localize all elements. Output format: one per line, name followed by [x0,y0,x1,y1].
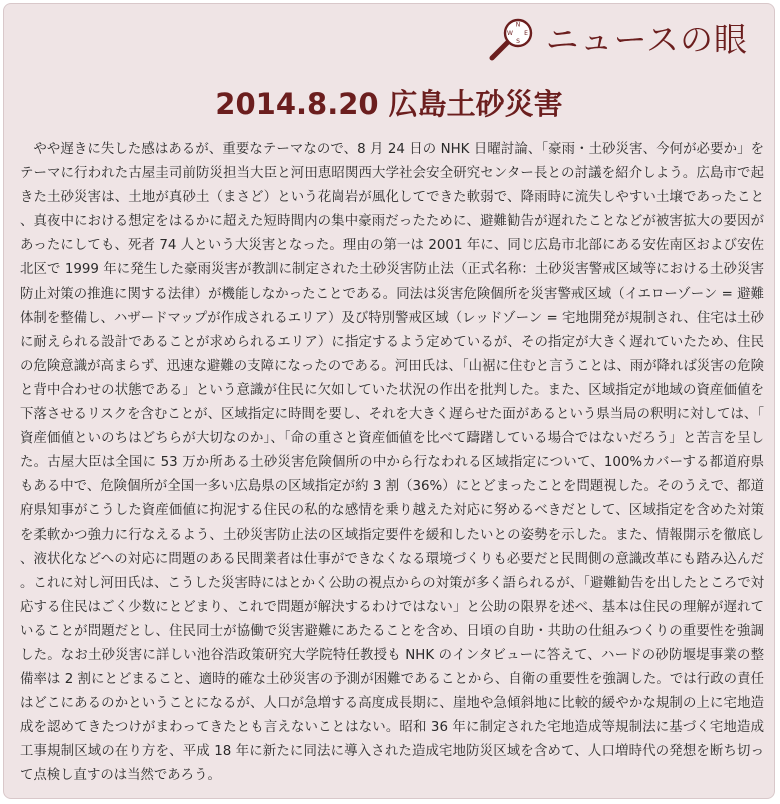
brand-header [486,18,748,62]
article-panel [3,3,775,799]
article-body: やや遅きに失した感はあるが、重要なテーマなので、8 月 24 日の NHK 日曜討論、「豪雨・土砂災害、今何が必要か」をテーマに行われた古屋圭司前防災担当大臣と河田恵昭関西大学社会安全研究センター長との討議を紹介しよう。広島市で起きた土砂災害は、土地が真砂土（まさど）という花崗岩が風化してできた軟弱で、降雨時に流失しやすい土壌であったこと、真夜中における想定をはるかに超えた短時間内の集中豪雨だったために、避難勧告が遅れたことなどが被害拡大の要因があったにしても、死者 74 人という大災害となった。理由の第一は 2001 年に、同じ広島市北部にある安佐南区および安佐北区で 1999 年に発生した豪雨災害が教訓に制定された土砂災害防止法（正式名称：土砂災害警戒区域等における土砂災害防止対策の推進に関する法律）が機能しなかったことである。同法は災害危険個所を災害警戒区域（イエローゾーン = 避難体制を整備し、ハザードマップが作成されるエリア）及び特別警戒区域（レッドゾーン = 宅地開発が規制され、住宅は土砂に耐えられる設計であることが求められるエリア）に指定するよう定めているが、その指定が大きく遅れていたため、住民の危険意識が高まらず、迅速な避難の支障になったのである。河田氏は、「山裾に住むと言うことは、雨が降れば災害の危険と背中合わせの状態である」という意識が住民に欠如していた状況の作出を批判した。また、区域指定が地域の資産価値を下落させるリスクを含むことが、区域指定に時間を要し、それを大きく遅らせた面があるという県当局の釈明に対しては、「資産価値といのちはどちらが大切なのか」、「命の重さと資産価値を比べて躊躇している場合ではないだろう」と苦言を呈した。古屋大臣は全国に 53 万か所ある土砂災害危険個所の中から行なわれる区域指定について、100%カバーする都道府県もある中で、危険個所が全国一多い広島県の区域指定が約 3 割（36%）にとどまったことを問題視した。そのうえで、都道府県知事がこうした資産価値に拘泥する住民の私的な感情を乗り越えた対応に努めるべきだとして、区域指定を含めた対策を柔軟かつ強力に行なえるよう、土砂災害防止法の区域指定要件を緩和したいとの姿勢を示した。また、情報開示を徹底し、液状化などへの対応に問題のある民間業者は仕事ができなくなる環境づくりも必要だと民間側の意識改革にも踏み込んだ。これに対し河田氏は、こうした災害時にはとかく公助の視点からの対策が多く語られるが、「避難勧告を出したところで対応する住民はごく少数にとどまり、これで問題が解決するわけではない」と公助の限界を述べ、基本は住民の理解が遅れていることが問題だとし、住民同士が協働で災害避難にあたることを含め、日頃の自助・共助の仕組みつくりの重要性を強調した。なお土砂災害に詳しい池谷浩政策研究大学院特任教授も NHK のインタビューに答えて、ハードの砂防堰堤事業の整備率は 2 割にとどまること、適時的確な土砂災害の予測が困難であることから、自衛の重要性を強調した。では行政の責任はどこにあるのかということになるが、人口が急増する高度成長期に、崖地や急傾斜地に比較的緩やかな規制の上に宅地造成を認めてきたつけがまわってきたとも言えないことはない。昭和 36 年に制定された宅地造成等規制法に基づく宅地造成工事規制区域の在り方を、平成 18 年に新たに同法に導入された造成宅地防災区域を含めて、人口増時代の発想を断ち切って点検し直すのは当然であろう。 [20,142,764,784]
article-title: 2014.8.20 広島土砂災害 [215,87,563,121]
compass-letter-s: S [515,38,520,45]
magnifier-compass-icon [486,18,538,62]
compass-letter-n: N [515,21,520,29]
compass-letter-w: W [506,30,513,37]
brand-title: ニュースの眼 [545,20,748,59]
compass-letter-e: E [523,30,528,37]
